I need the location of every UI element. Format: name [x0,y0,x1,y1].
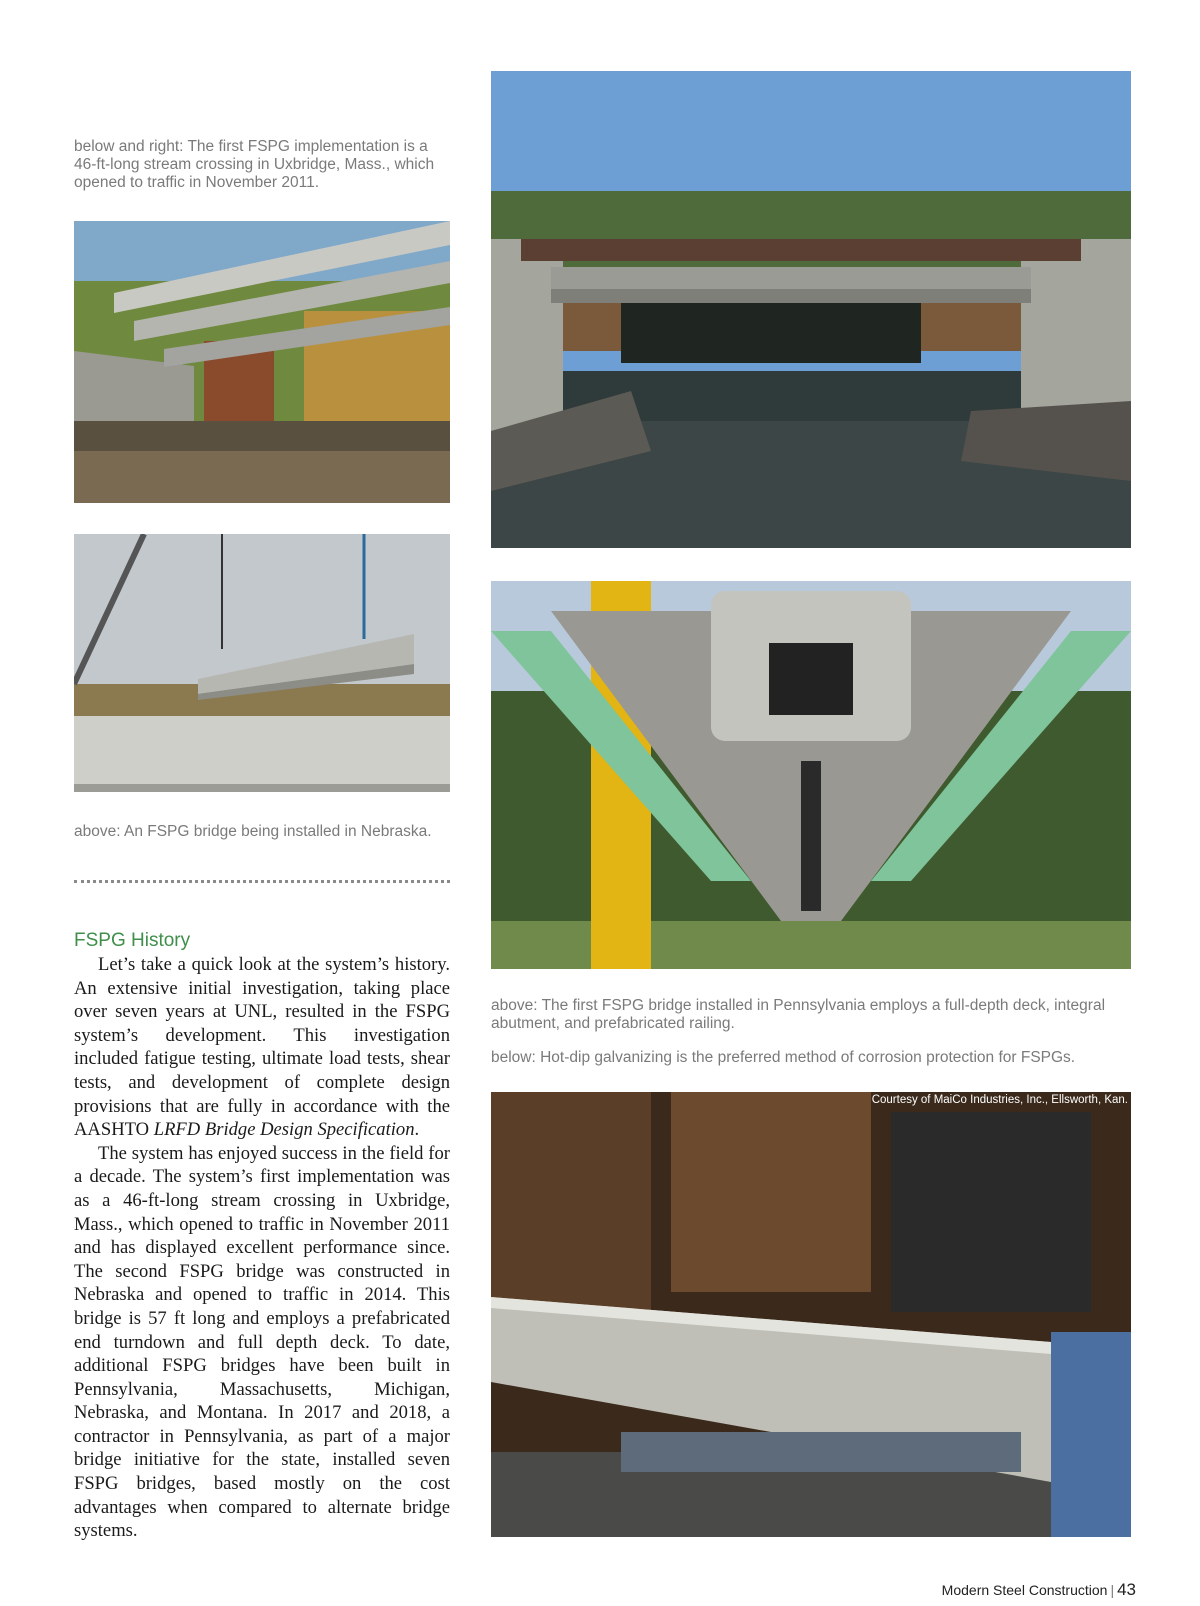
photo-credit: Courtesy of MaiCo Industries, Inc., Ellsworth, Kan. [871,1094,1128,1106]
photo-galvanized-girder [491,1092,1131,1537]
footer-separator: | [1110,1582,1115,1598]
publication-name: Modern Steel Construction [941,1582,1108,1598]
italic-spec-title: LRFD Bridge Design Specification [153,1119,415,1141]
photo-uxbridge-girders [74,221,450,503]
caption-uxbridge: below and right: The first FSPG implementation is a 46-ft-long stream crossing in Uxbridge, Mass., which opened to traffic in November 2011. [74,138,435,191]
caption-nebraska: above: An FSPG bridge being installed in Nebraska. [74,823,432,840]
section-divider [74,880,450,883]
article-body [74,953,450,1543]
caption-pennsylvania: above: The first FSPG bridge installed in Pennsylvania employs a full-depth deck, integral abutment, and prefabricated railing. [491,997,1106,1032]
photo-pennsylvania-girder [491,581,1131,969]
photo-uxbridge-bridge [491,71,1131,548]
paragraph-2: The system has enjoyed success in the field for a decade. The system’s first implementation was as a 46-ft-long stream crossing in Uxbridge, Mass., which opened to traffic in November 2011 and has displayed excellent performance since. The second FSPG bridge was constructed in Nebraska and opened to traffic in 2014. This bridge is 57 ft long and employs a prefabricated end turndown and full depth deck. To date, additional FSPG bridges have been built in Pennsylvania, Massachusetts, Michigan, Nebraska, and Montana. In 2017 and 2018, a contractor in Pennsylvania, as part of a major bridge initiative for the state, installed seven FSPG bridges, based mostly on the cost advantages when compared to alternate bridge systems. [74,1142,450,1542]
photo-nebraska-installation [74,534,450,792]
page-footer [880,1580,1136,1600]
paragraph-1: Let’s take a quick look at the system’s history. An extensive initial investigation, taking place over seven years at UNL, resulted in the FSPG system’s development. This investigation included fatigue testing, ultimate load tests, shear tests, and development of complete design provisions that are fully in accordance with the AASHTO LRFD Bridge Design Specification. [74,954,450,1141]
caption-galvanizing: below: Hot-dip galvanizing is the preferred method of corrosion protection for FSPGs. [491,1049,1076,1066]
section-heading: FSPG History [74,930,191,951]
page-number: 43 [1117,1580,1136,1599]
